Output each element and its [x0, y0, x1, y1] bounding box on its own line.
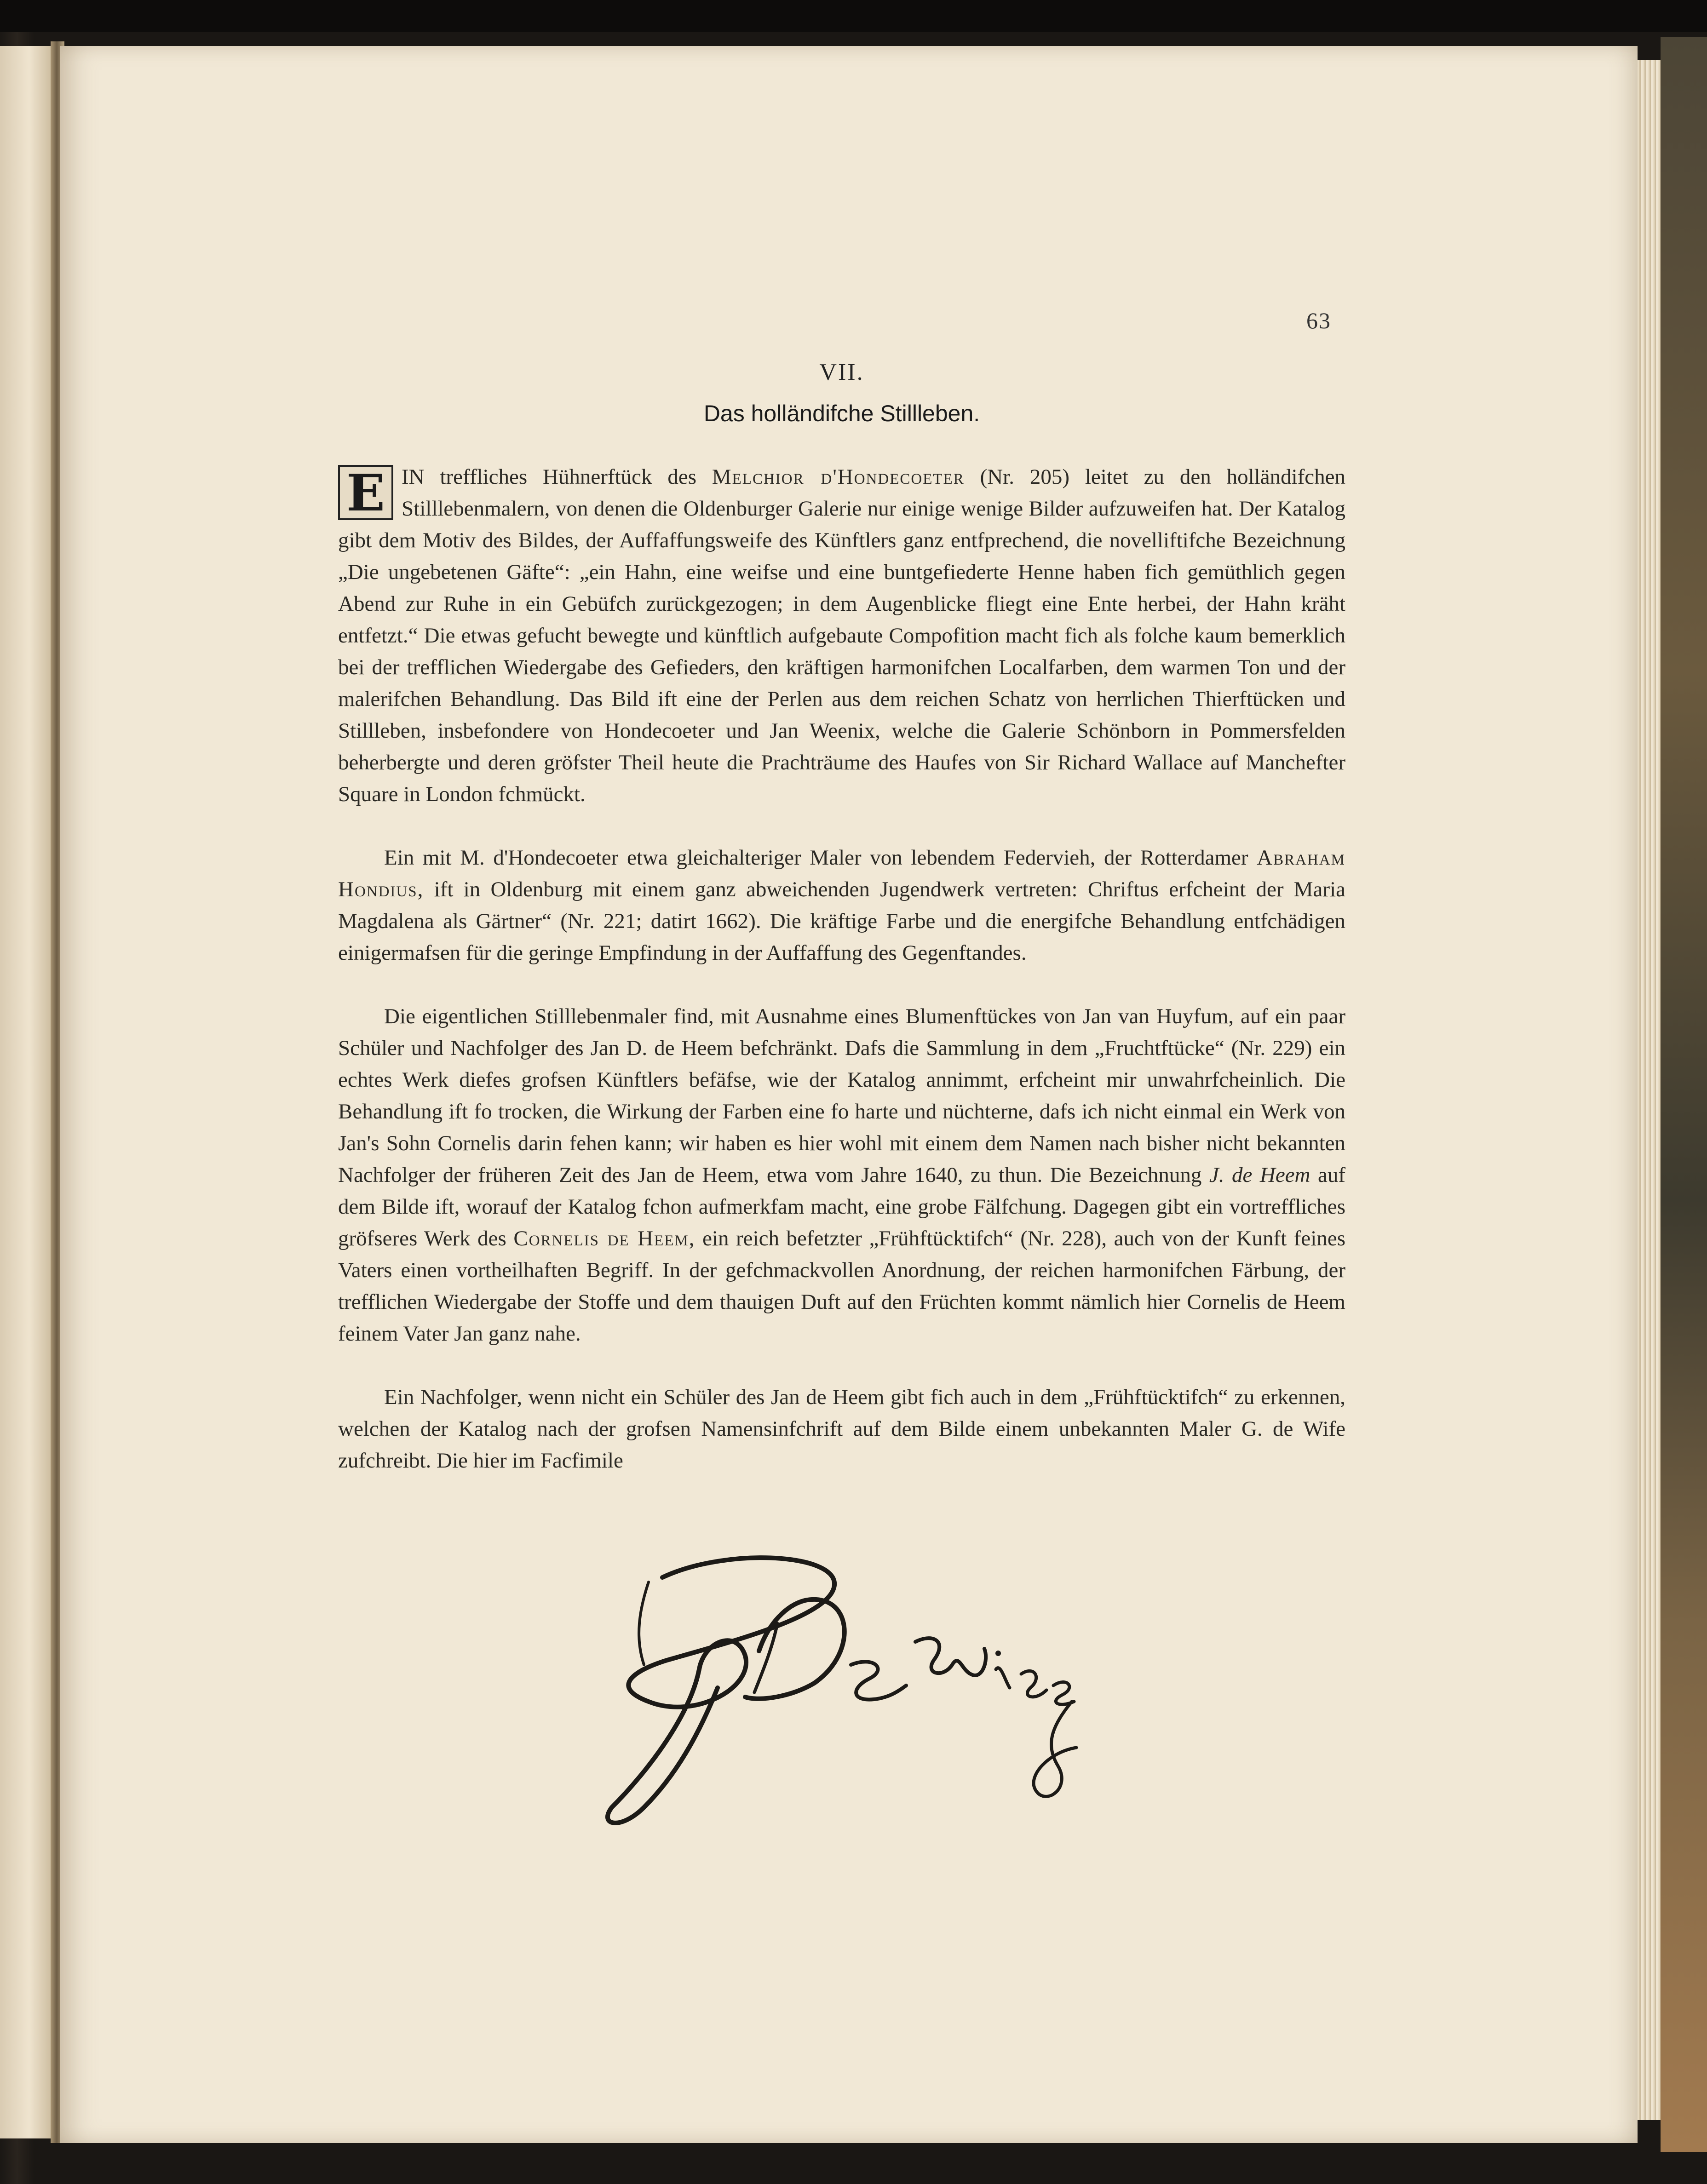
section-title: Das holländifche Stillleben. — [703, 401, 980, 426]
paragraph-2 — [338, 842, 1345, 969]
left-page-edge — [0, 46, 53, 2138]
artist-name-hondius: Abraham Hondius, — [338, 846, 1345, 901]
paragraph-1-text-a: treffliches Hühnerftück des — [440, 465, 696, 489]
paragraph-2-text-a: Ein mit M. d'Hondecoeter etwa gleichalteriger Maler von lebendem Federvieh, der Rotterdamer — [384, 846, 1248, 870]
paragraph-4-text-a: Ein Nachfolger, wenn nicht ein Schüler des Jan de Heem gibt fich auch in dem „Frühftücktifch“ zu erkennen, welchen der Katalog nach der grofsen Namensinfchrift auf dem Bilde einem unbekannten Maler G. de Wife zufchreibt. Die hier im Facfimile — [338, 1385, 1345, 1473]
paragraph-3-text-a: Die eigentlichen Stilllebenmaler find, mit Ausnahme eines Blumenftückes von Jan van Huyfum, auf ein paar Schüler und Nachfolger des Jan D. de Heem befchränkt. Dafs die Sammlung in dem „Fruchtftücke“ (Nr. 229) ein echtes Werk diefes grofsen Künftlers befäfse, wie der Katalog annimmt, erfcheint mir unwahrfcheinlich. Die Behandlung ift fo trocken, die Wirkung der Farben eine fo harte und nüchterne, dafs ich nicht einmal ein Werk von Jan's Sohn Cornelis darin fehen kann; wir haben es hier wohl mit einem dem Namen nach bisher nicht bekannten Nachfolger der früheren Zeit des Jan de Heem, etwa vom Jahre 1640, zu thun. Die Bezeichnung — [338, 1004, 1345, 1187]
paragraph-3 — [338, 1001, 1345, 1350]
artist-name-cornelis: Cornelis de Heem, — [513, 1227, 695, 1250]
signature-reference: J. de Heem — [1209, 1163, 1310, 1187]
paragraph-2-text-b: ift in Oldenburg mit einem ganz abweichenden Jugendwerk vertreten: Chriftus erfcheint der Maria Magdalena als Gärtner“ (Nr. 221; datirt 1662). Die kräftige Farbe und die energifche Behandlung entfchädigen einigermafsen für die geringe Empfindung in der Auffaffung des Gegenftandes. — [338, 877, 1345, 965]
initial-rest: IN — [402, 465, 425, 489]
artist-name-hondecoeter: Melchior d'Hondecoeter — [712, 465, 965, 489]
paragraph-1 — [338, 461, 1345, 810]
paragraph-1-text-b: (Nr. 205) leitet zu den holländifchen Stilllebenmalern, von denen die Oldenburger Galerie nur einige wenige Bilder aufzuweifen hat. Der Katalog gibt dem Motiv des Bildes, der Auffaffungsweife des Künftlers ganz entfprechend, die novelliftifche Bezeichnung „Die ungebetenen Gäfte“: „ein Hahn, eine weifse und eine buntgefiederte Henne haben fich gemüthlich gegen Abend zur Ruhe in ein Gebüfch zurückgezogen; in dem Augenblicke fliegt eine Ente herbei, der Hahn kräht entfetzt.“ Die etwas gefucht bewegte und künftlich aufgebaute Compofition macht fich als folche kaum bemerklich bei der trefflichen Wiedergabe des Gefieders, den kräftigen harmonifchen Localfarben, dem warmen Ton und der malerifchen Behandlung. Das Bild ift eine der Perlen aus dem reichen Schatz von herrlichen Thierftücken und Stillleben, insbefondere von Hondecoeter und Jan Weenix, welche die Galerie Schönborn in Pommersfelden beherbergte und deren gröfster Theil heute die Prachträume des Haufes von Sir Richard Wallace auf Manchefter Square in London fchmückt. — [338, 465, 1346, 806]
paragraph-3-text-c: ein reich befetzter „Frühftücktifch“ (Nr. 228), auch von der Kunft feines Vaters einen vortheilhaften Begriff. In der gefchmackvollen Anordnung, der reichen harmonifchen Färbung, der trefflichen Wiedergabe der Stoffe und dem thauigen Duft auf den Früchten kommt nämlich hier Cornelis de Heem feinem Vater Jan ganz nahe. — [338, 1227, 1345, 1346]
page-number: 63 — [1306, 308, 1331, 333]
book-cover-edge — [1661, 37, 1707, 2152]
paragraph-4 — [338, 1381, 1345, 1477]
signature-facsimile — [593, 1550, 1086, 1840]
decorative-initial: E — [338, 465, 393, 520]
body-text — [338, 461, 1345, 1508]
chapter-number: VII. — [819, 359, 864, 385]
paragraph-3-text-b: auf dem Bilde ift, worauf der Katalog fchon aufmerkfam macht, eine grobe Fälfchung. Dagegen gibt ein vortreffliches gröfseres Werk des — [338, 1163, 1346, 1250]
